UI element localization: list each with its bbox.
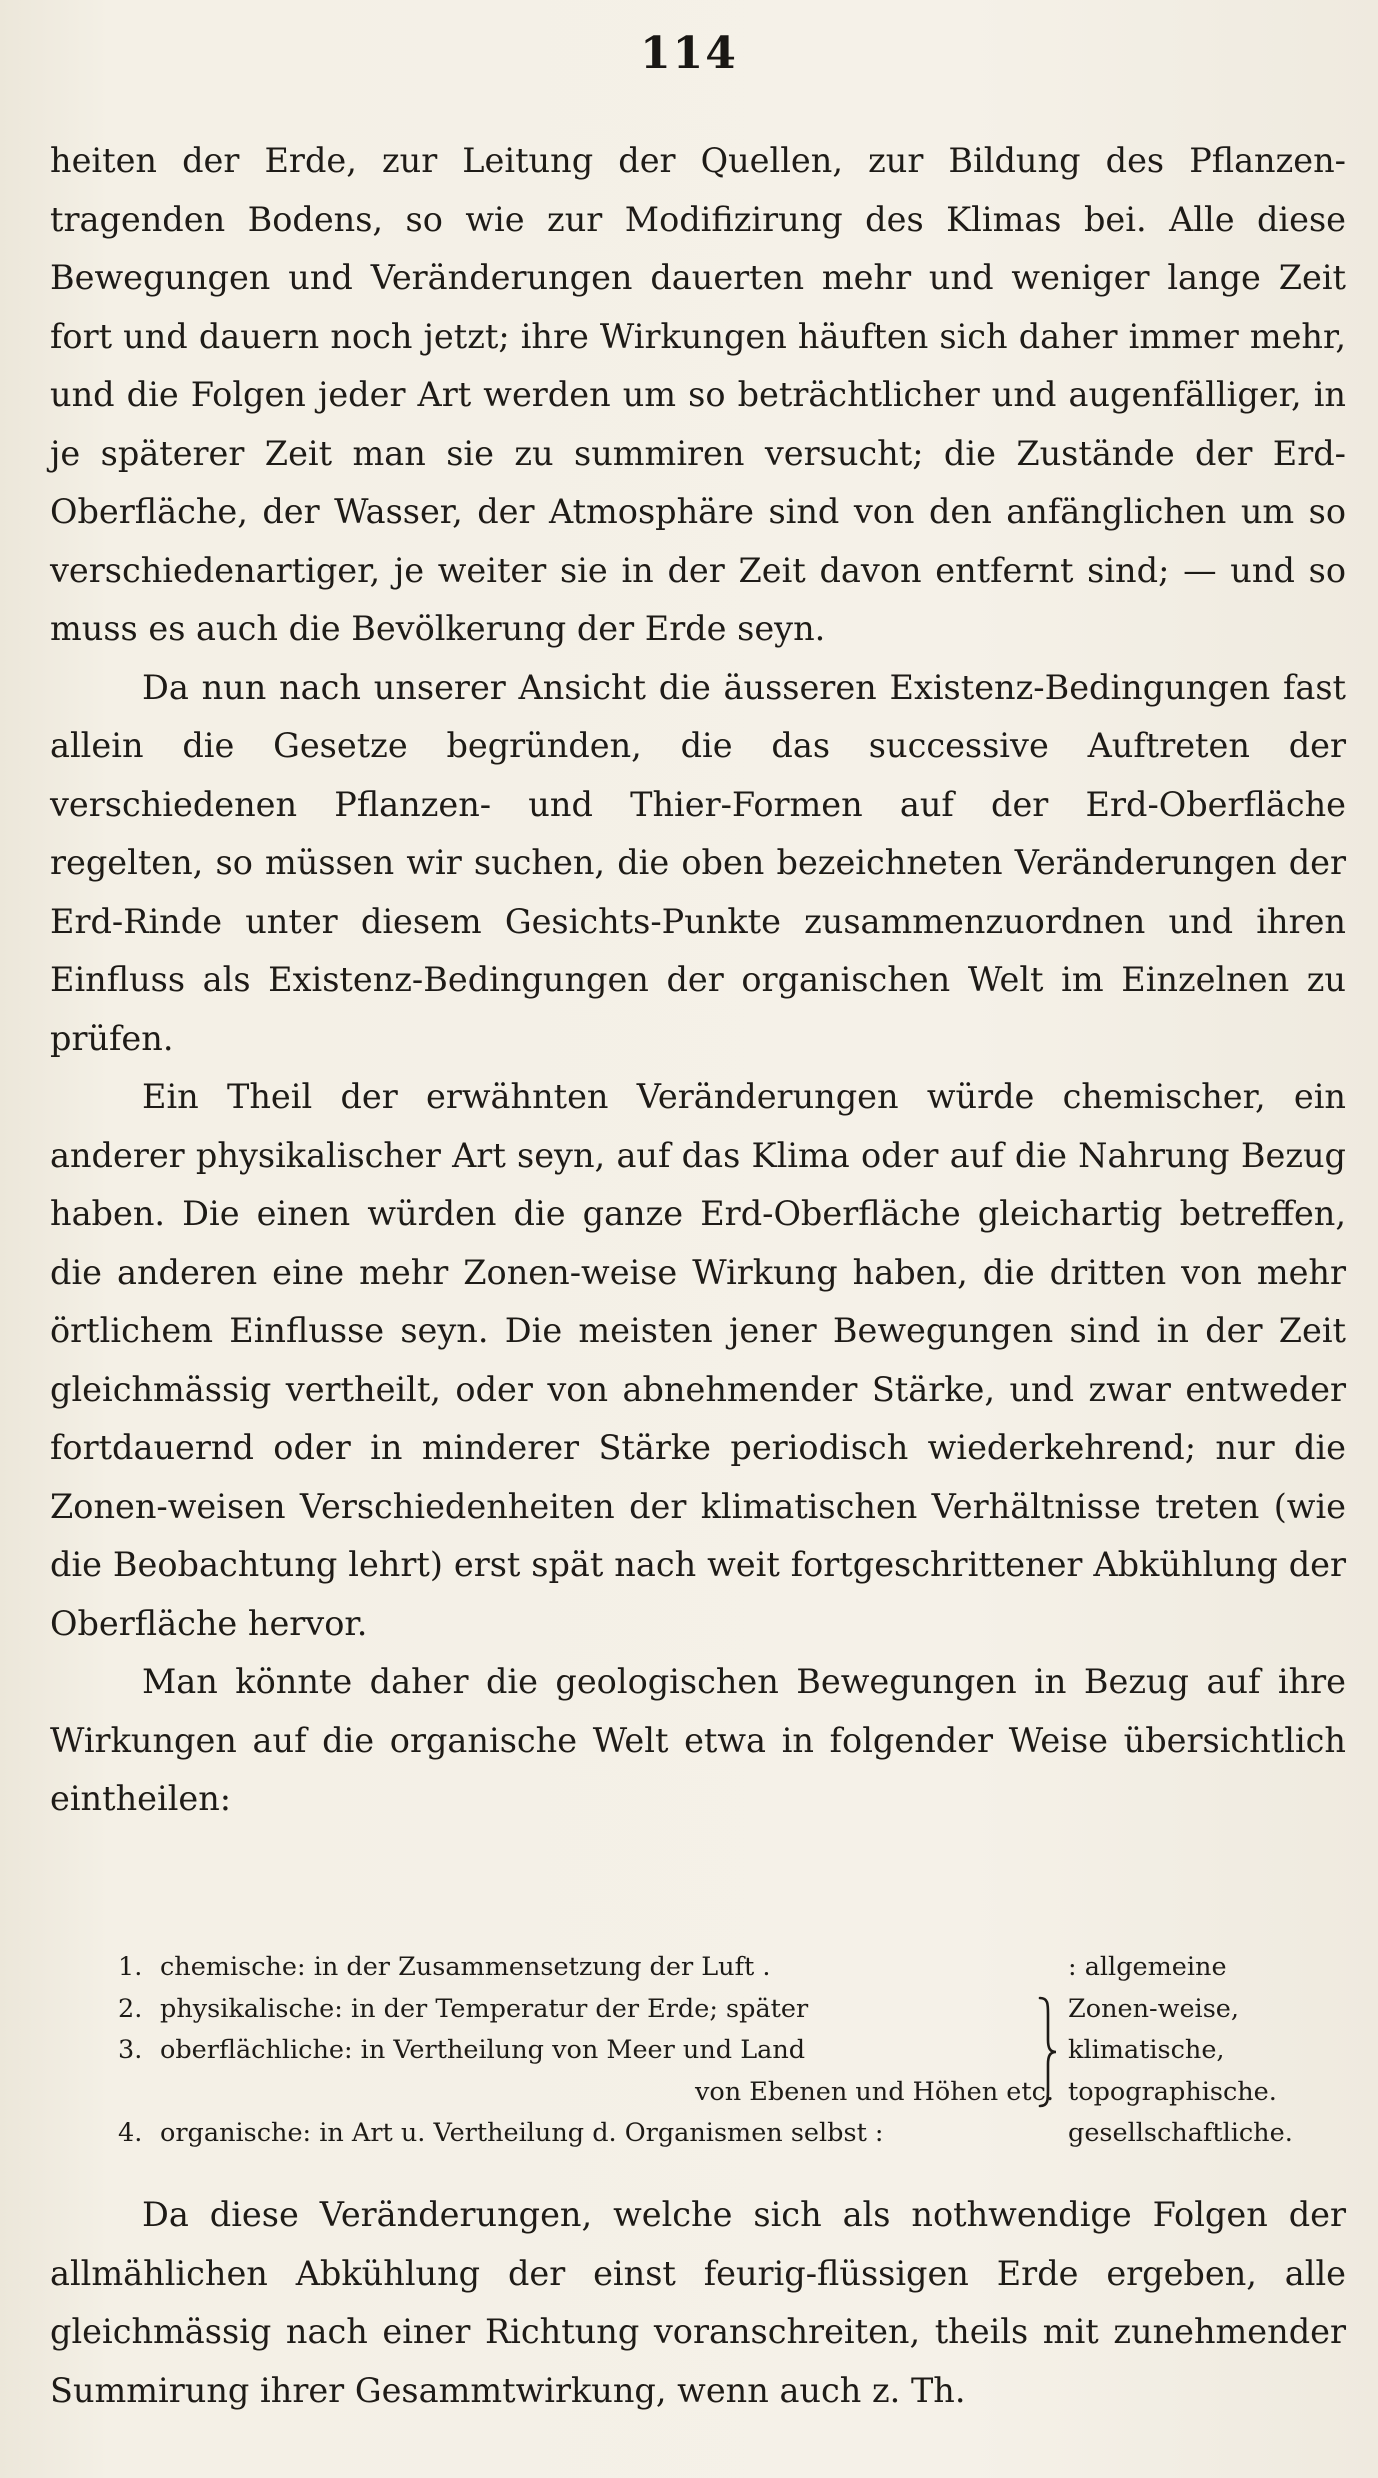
body-text-upper <box>50 132 1346 1829</box>
list-number: 3. <box>118 2035 143 2065</box>
page-number: 114 <box>640 28 738 79</box>
paragraph-4: Man könnte daher die geologischen Bewegungen in Bezug auf ihre Wirkungen auf die organische Welt etwa in folgender Weise übersichtlich eintheilen: <box>50 1662 1346 1818</box>
list-item <box>118 1947 1346 1989</box>
list-item <box>118 2072 1346 2114</box>
list-category: : allgemeine <box>1068 1952 1227 1982</box>
list-number: 1. <box>118 1952 143 1982</box>
body-text-lower <box>50 2186 1346 2420</box>
list-number: 4. <box>118 2118 143 2148</box>
list-text: chemische: in der Zusammensetzung der Luft . <box>160 1952 771 1982</box>
list-item <box>118 2030 1346 2072</box>
list-category: Zonen-weise, <box>1068 1993 1239 2024</box>
list-number: 2. <box>118 1993 143 2024</box>
paragraph-5: Da diese Veränderungen, welche sich als nothwendige Folgen der allmählichen Abkühlung der einst feurig-flüssigen Erde ergeben, alle gleichmässig nach einer Richtung voranschreiten, theils mit zunehmender Summirung ihrer Gesammtwirkung, wenn auch z. Th. <box>50 2195 1346 2410</box>
classification-list <box>118 1947 1346 2155</box>
paragraph-1: heiten der Erde, zur Leitung der Quellen, zur Bildung des Pflanzen-tragenden Bodens, so wie zur Modifizirung des Klimas bei. Alle diese Bewegungen und Veränderungen dauerten mehr und weniger lange Zeit fort und dauern noch jetzt; ihre Wirkungen häuften sich daher immer mehr, und die Folgen jeder Art werden um so beträchtlicher und augenfälliger, in je späterer Zeit man sie zu summiren versucht; die Zustände der Erd-Oberfläche, der Wasser, der Atmosphäre sind von den anfänglichen um so verschiedenartiger, je weiter sie in der Zeit davon entfernt sind; — und so muss es auch die Bevölkerung der Erde seyn. <box>50 141 1346 648</box>
list-text: oberflächliche: in Vertheilung von Meer und Land <box>160 2035 806 2065</box>
list-category: gesellschaftliche. <box>1068 2118 1293 2148</box>
list-text: von Ebenen und Höhen etc. <box>695 2076 1054 2107</box>
list-text: organische: in Art u. Vertheilung d. Organismen selbst : <box>160 2118 884 2148</box>
list-text: physikalische: in der Temperatur der Erde; später <box>160 1993 809 2024</box>
list-category: topographische. <box>1068 2076 1277 2107</box>
curly-brace-icon <box>1036 1996 1058 2108</box>
list-item <box>118 2113 1346 2155</box>
list-item <box>118 1989 1346 2031</box>
paragraph-3: Ein Theil der erwähnten Veränderungen würde chemischer, ein anderer physikalischer Art seyn, auf das Klima oder auf die Nahrung Bezug haben. Die einen würden die ganze Erd-Oberfläche gleichartig betreffen, die anderen eine mehr Zonen-weise Wirkung haben, die dritten von mehr örtlichem Einflusse seyn. Die meisten jener Bewegungen sind in der Zeit gleichmässig vertheilt, oder von abnehmender Stärke, und zwar entweder fortdauernd oder in minderer Stärke periodisch wiederkehrend; nur die Zonen-weisen Verschiedenheiten der klimatischen Verhältnisse treten (wie die Beobachtung lehrt) erst spät nach weit fortgeschrittener Abkühlung der Oberfläche hervor. <box>50 1077 1346 1643</box>
list-category: klimatische, <box>1068 2035 1225 2065</box>
paragraph-2: Da nun nach unserer Ansicht die äusseren Existenz-Bedingungen fast allein die Gesetze begründen, die das successive Auftreten der verschiedenen Pflanzen- und Thier-Formen auf der Erd-Oberfläche regelten, so müssen wir suchen, die oben bezeichneten Veränderungen der Erd-Rinde unter diesem Gesichts-Punkte zusammenzuordnen und ihren Einfluss als Existenz-Bedingungen der organischen Welt im Einzelnen zu prüfen. <box>50 667 1346 1058</box>
